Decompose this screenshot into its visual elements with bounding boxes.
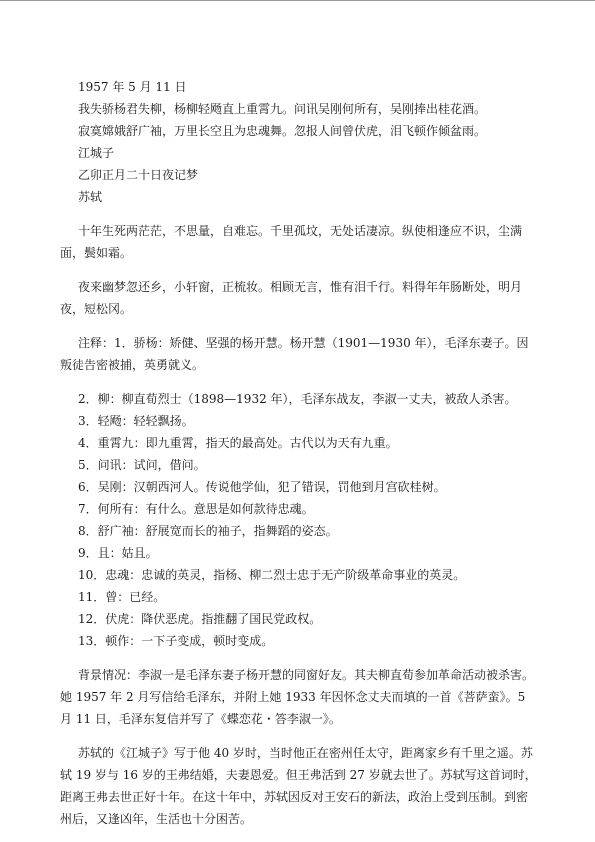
note-5: 5．问讯：试问，借问。 bbox=[78, 458, 206, 472]
su-poem-tune-title: 江城子 bbox=[78, 146, 115, 160]
note-7: 7．何所有：有什么。意思是如何款待忠魂。 bbox=[78, 502, 314, 516]
background-paragraph-1: 背景情况：李淑一是毛泽东妻子杨开慧的同窗好友。其夫柳直荀参加革命活动被杀害。她 1957 年 2 月写信给毛泽东，并附上她 1933 年因怀念丈夫而填的一首《菩萨蛮》。5 月 11 日，毛泽东复信并写了《蝶恋花・答李淑一》。 bbox=[60, 668, 535, 726]
note-11: 11．曾：已经。 bbox=[78, 590, 166, 604]
letter-date: 1957 年 5 月 11 日 bbox=[78, 80, 187, 94]
note-9: 9．且：姑且。 bbox=[78, 546, 158, 560]
su-poem-stanza-2: 夜来幽梦忽还乡，小轩窗，正梳妆。相顾无言，惟有泪千行。料得年年肠断处，明月夜，短松冈。 bbox=[60, 280, 523, 316]
su-poem-subtitle: 乙卯正月二十日夜记梦 bbox=[78, 168, 199, 182]
mao-poem-line-1: 我失骄杨君失柳，杨柳轻飏直上重霄九。问讯吴刚何所有，吴刚捧出桂花酒。 bbox=[78, 102, 487, 116]
note-12: 12．伏虎：降伏恶虎。指推翻了国民党政权。 bbox=[78, 612, 322, 626]
note-10: 10．忠魂：忠诚的英灵，指杨、柳二烈士忠于无产阶级革命事业的英灵。 bbox=[78, 568, 466, 582]
note-3: 3．轻飏：轻轻飘扬。 bbox=[78, 414, 194, 428]
note-2: 2．柳：柳直荀烈士（1898—1932 年），毛泽东战友，李淑一丈夫，被敌人杀害。 bbox=[78, 392, 517, 406]
note-4: 4．重霄九：即九重霄，指天的最高处。古代以为天有九重。 bbox=[78, 436, 398, 450]
mao-poem-line-2: 寂寞嫦娥舒广袖，万里长空且为忠魂舞。忽报人间曾伏虎，泪飞顿作倾盆雨。 bbox=[78, 124, 487, 138]
su-poem-author: 苏轼 bbox=[78, 190, 103, 204]
note-13: 13．顿作：一下子变成，顿时变成。 bbox=[78, 634, 274, 648]
document-page bbox=[60, 76, 538, 842]
su-poem-stanza-1: 十年生死两茫茫，不思量，自难忘。千里孤坟，无处话凄凉。纵使相逢应不识，尘满面，鬓如霜。 bbox=[60, 224, 523, 260]
note-8: 8．舒广袖：舒展宽而长的袖子，指舞蹈的姿态。 bbox=[78, 524, 338, 538]
note-1: 注释：1．骄杨：矫健、坚强的杨开慧。杨开慧（1901—1930 年），毛泽东妻子。因叛徒告密被捕，英勇就义。 bbox=[60, 336, 529, 372]
top-border-line bbox=[0, 0, 595, 1]
note-6: 6．吴刚：汉朝西河人。传说他学仙，犯了错误，罚他到月宫砍桂树。 bbox=[78, 480, 446, 494]
background-paragraph-2: 苏轼的《江城子》写于他 40 岁时，当时他正在密州任太守，距离家乡有千里之遥。苏轼 19 岁与 16 岁的王弗结婚，夫妻恩爱。但王弗活到 27 岁就去世了。苏轼写这首词时，距离王弗去世正好十年。在这十年中，苏轼因反对王安石的新法，政治上受到压制。到密州后，又逢凶年，生活也十分困苦。 bbox=[60, 746, 537, 826]
